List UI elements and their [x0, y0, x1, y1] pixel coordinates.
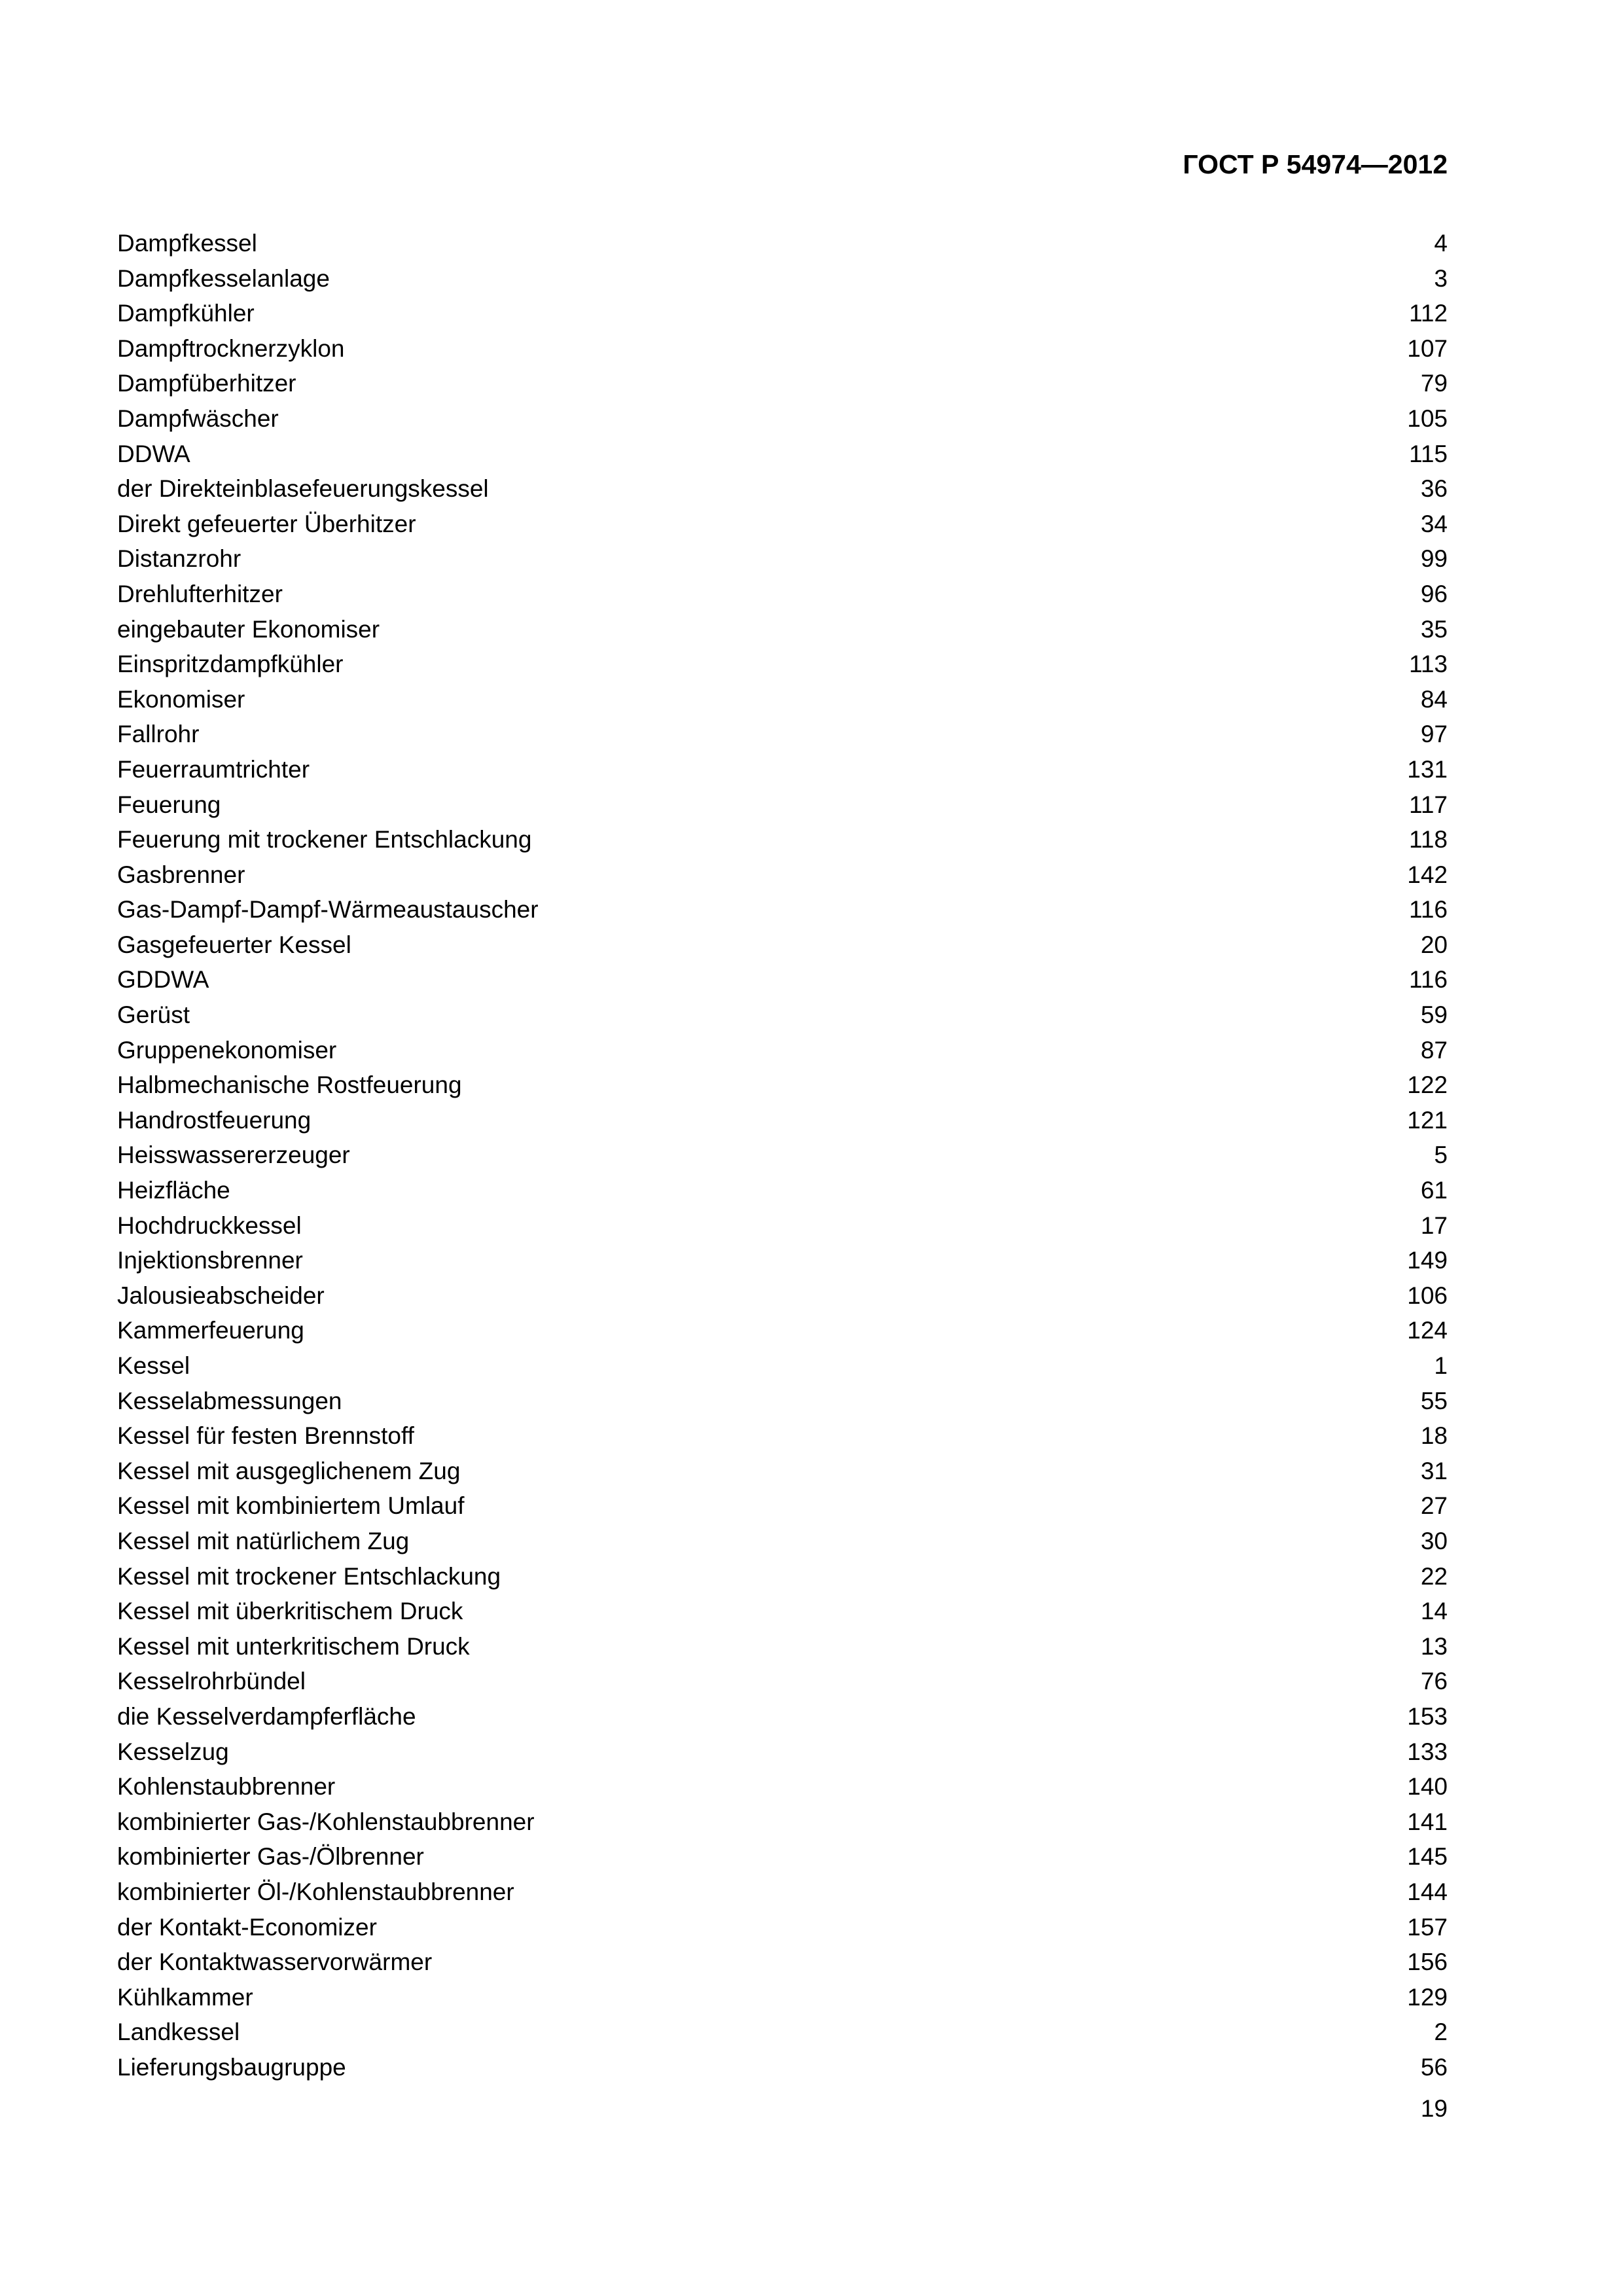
index-entry: [117, 1313, 1448, 1348]
index-term-number: 31: [1420, 1457, 1448, 1484]
index-term-number: 118: [1409, 826, 1448, 853]
index-entry: [117, 331, 1448, 367]
index-term-number: 87: [1420, 1036, 1448, 1064]
index-term: Kessel mit trockener Entschlackung: [117, 1562, 501, 1590]
index-term: Kessel für festen Brennstoff: [117, 1422, 414, 1450]
index-term: Dampfwäscher: [117, 404, 279, 432]
index-entry: [117, 1734, 1448, 1770]
index-term-number: 116: [1409, 896, 1448, 924]
index-term-number: 112: [1409, 300, 1448, 327]
index-term-number: 97: [1420, 721, 1448, 748]
index-term: Kessel mit unterkritischem Druck: [117, 1632, 470, 1660]
index-term-number: 113: [1409, 651, 1448, 678]
index-term-number: 36: [1420, 475, 1448, 503]
index-entry: [117, 1839, 1448, 1874]
index-entry: [117, 2050, 1448, 2085]
index-term-number: 4: [1434, 230, 1448, 257]
index-term: DDWA: [117, 440, 190, 467]
index-term: Gasgefeuerter Kessel: [117, 931, 351, 958]
index-entry: [117, 437, 1448, 472]
index-term-number: 2: [1434, 2018, 1448, 2046]
index-entry: [117, 1910, 1448, 1945]
index-term: Dampfkesselanlage: [117, 264, 330, 292]
index-term: Lieferungsbaugruppe: [117, 2053, 346, 2081]
index-entry: [117, 1067, 1448, 1103]
index-entry: [117, 752, 1448, 787]
index-term: Kesselrohrbündel: [117, 1668, 306, 1695]
index-term-number: 84: [1420, 685, 1448, 713]
index-term-number: 79: [1420, 370, 1448, 397]
index-entry: [117, 1664, 1448, 1699]
index-term-number: 106: [1407, 1282, 1448, 1309]
index-term-number: 107: [1407, 334, 1448, 362]
index-term-number: 124: [1407, 1317, 1448, 1344]
index-entry: [117, 1559, 1448, 1594]
index-term-number: 105: [1407, 404, 1448, 432]
index-entry: [117, 1278, 1448, 1314]
index-term-number: 142: [1407, 861, 1448, 888]
index-term-number: 61: [1420, 1177, 1448, 1204]
index-term: Direkt gefeuerter Überhitzer: [117, 510, 416, 537]
index-term-number: 115: [1409, 440, 1448, 467]
index-term: Kesselzug: [117, 1738, 229, 1765]
index-term: Feuerraumtrichter: [117, 755, 310, 783]
index-entry: [117, 1629, 1448, 1664]
index-term-number: 14: [1420, 1598, 1448, 1625]
index-entry: [117, 401, 1448, 437]
index-term: Dampfüberhitzer: [117, 370, 296, 397]
index-entry: [117, 1594, 1448, 1629]
index-term: eingebauter Ekonomiser: [117, 615, 380, 643]
index-entry: [117, 717, 1448, 752]
index-term: Kühlkammer: [117, 1983, 253, 2011]
index-entry: [117, 612, 1448, 647]
index-term-number: 96: [1420, 580, 1448, 607]
index-entry: [117, 1488, 1448, 1524]
index-entry: [117, 1980, 1448, 2015]
index-entry: [117, 261, 1448, 296]
index-term-number: 76: [1420, 1668, 1448, 1695]
index-term-number: 116: [1409, 966, 1448, 994]
index-term-number: 122: [1407, 1071, 1448, 1099]
index-term: Kessel mit ausgeglichenem Zug: [117, 1457, 461, 1484]
index-term: Dampfkessel: [117, 230, 257, 257]
index-term-number: 5: [1434, 1141, 1448, 1169]
index-term: Einspritzdampfkühler: [117, 651, 344, 678]
index-entry: [117, 997, 1448, 1033]
index-term-number: 141: [1407, 1808, 1448, 1835]
index-term-number: 99: [1420, 545, 1448, 573]
term-index-list: [117, 226, 1448, 2085]
index-entry: [117, 1033, 1448, 1068]
page-number: 19: [1420, 2095, 1448, 2122]
index-term: Gruppenekonomiser: [117, 1036, 337, 1064]
index-term: Gerüst: [117, 1001, 190, 1029]
index-term: Gas-Dampf-Dampf-Wärmeaustauscher: [117, 896, 539, 924]
index-term-number: 30: [1420, 1527, 1448, 1554]
index-term-number: 156: [1407, 1948, 1448, 1976]
index-entry: [117, 1103, 1448, 1138]
index-entry: [117, 962, 1448, 997]
index-term: kombinierter Öl-/Kohlenstaubbrenner: [117, 1878, 514, 1905]
document-code-header: ГОСТ Р 54974—2012: [1183, 149, 1448, 179]
index-entry: [117, 366, 1448, 401]
index-entry: [117, 647, 1448, 682]
index-term: Fallrohr: [117, 721, 200, 748]
index-entry: [117, 1418, 1448, 1454]
index-entry: [117, 822, 1448, 857]
index-term: Kessel mit natürlichem Zug: [117, 1527, 410, 1554]
index-term: Dampftrocknerzyklon: [117, 334, 345, 362]
index-term: Heisswassererzeuger: [117, 1141, 350, 1169]
index-term: Hochdruckkessel: [117, 1211, 302, 1239]
index-term-number: 1: [1434, 1352, 1448, 1379]
index-term: Kessel mit überkritischem Druck: [117, 1598, 463, 1625]
index-term-number: 157: [1407, 1913, 1448, 1941]
index-term: Halbmechanische Rostfeuerung: [117, 1071, 462, 1099]
index-term: Kesselabmessungen: [117, 1387, 342, 1414]
index-entry: [117, 682, 1448, 717]
index-term-number: 56: [1420, 2053, 1448, 2081]
index-term: der Kontaktwasservorwärmer: [117, 1948, 433, 1976]
index-term: der Kontakt-Economizer: [117, 1913, 377, 1941]
index-term: Distanzrohr: [117, 545, 241, 573]
index-term: Heizfläche: [117, 1177, 230, 1204]
index-term: Injektionsbrenner: [117, 1247, 303, 1274]
index-term-number: 140: [1407, 1773, 1448, 1801]
index-entry: [117, 1769, 1448, 1804]
index-term-number: 34: [1420, 510, 1448, 537]
index-entry: [117, 226, 1448, 261]
index-term: Feuerung mit trockener Entschlackung: [117, 826, 532, 853]
index-term-number: 27: [1420, 1492, 1448, 1520]
index-entry: [117, 1348, 1448, 1384]
index-term: Handrostfeuerung: [117, 1106, 312, 1134]
index-term: kombinierter Gas-/Kohlenstaubbrenner: [117, 1808, 535, 1835]
index-entry: [117, 541, 1448, 577]
index-term-number: 3: [1434, 264, 1448, 292]
index-term-number: 35: [1420, 615, 1448, 643]
index-entry: [117, 1699, 1448, 1734]
index-term: die Kesselverdampferfläche: [117, 1702, 416, 1730]
index-term-number: 144: [1407, 1878, 1448, 1905]
index-term: Feuerung: [117, 791, 221, 818]
index-term-number: 129: [1407, 1983, 1448, 2011]
index-term-number: 145: [1407, 1843, 1448, 1871]
index-term-number: 20: [1420, 931, 1448, 958]
index-entry: [117, 1874, 1448, 1910]
index-term: Landkessel: [117, 2018, 240, 2046]
index-term: Gasbrenner: [117, 861, 245, 888]
index-entry: [117, 1454, 1448, 1489]
index-entry: [117, 857, 1448, 893]
index-term-number: 117: [1409, 791, 1448, 818]
index-entry: [117, 1524, 1448, 1559]
index-entry: [117, 892, 1448, 927]
index-term: Jalousieabscheider: [117, 1282, 325, 1309]
index-term-number: 59: [1420, 1001, 1448, 1029]
index-entry: [117, 577, 1448, 612]
index-term: Kessel: [117, 1352, 190, 1379]
index-term-number: 13: [1420, 1632, 1448, 1660]
index-term: Dampfkühler: [117, 300, 255, 327]
index-term: der Direkteinblasefeuerungskessel: [117, 475, 489, 503]
index-term: Drehlufterhitzer: [117, 580, 283, 607]
index-entry: [117, 2015, 1448, 2050]
index-entry: [117, 296, 1448, 331]
index-term: kombinierter Gas-/Ölbrenner: [117, 1843, 424, 1871]
index-entry: [117, 1945, 1448, 1980]
index-term: Ekonomiser: [117, 685, 245, 713]
index-entry: [117, 507, 1448, 542]
index-term-number: 22: [1420, 1562, 1448, 1590]
index-entry: [117, 927, 1448, 963]
index-term-number: 133: [1407, 1738, 1448, 1765]
index-entry: [117, 787, 1448, 823]
index-term-number: 18: [1420, 1422, 1448, 1450]
index-term-number: 149: [1407, 1247, 1448, 1274]
index-term-number: 121: [1407, 1106, 1448, 1134]
index-term-number: 153: [1407, 1702, 1448, 1730]
index-entry: [117, 1138, 1448, 1173]
index-term: Kohlenstaubbrenner: [117, 1773, 336, 1801]
index-entry: [117, 1173, 1448, 1208]
index-entry: [117, 1804, 1448, 1840]
index-term-number: 131: [1407, 755, 1448, 783]
index-term: Kessel mit kombiniertem Umlauf: [117, 1492, 465, 1520]
index-term: Kammerfeuerung: [117, 1317, 304, 1344]
index-entry: [117, 1243, 1448, 1278]
index-term-number: 17: [1420, 1211, 1448, 1239]
index-entry: [117, 1384, 1448, 1419]
index-term-number: 55: [1420, 1387, 1448, 1414]
index-term: GDDWA: [117, 966, 209, 994]
index-entry: [117, 1208, 1448, 1244]
index-entry: [117, 471, 1448, 507]
